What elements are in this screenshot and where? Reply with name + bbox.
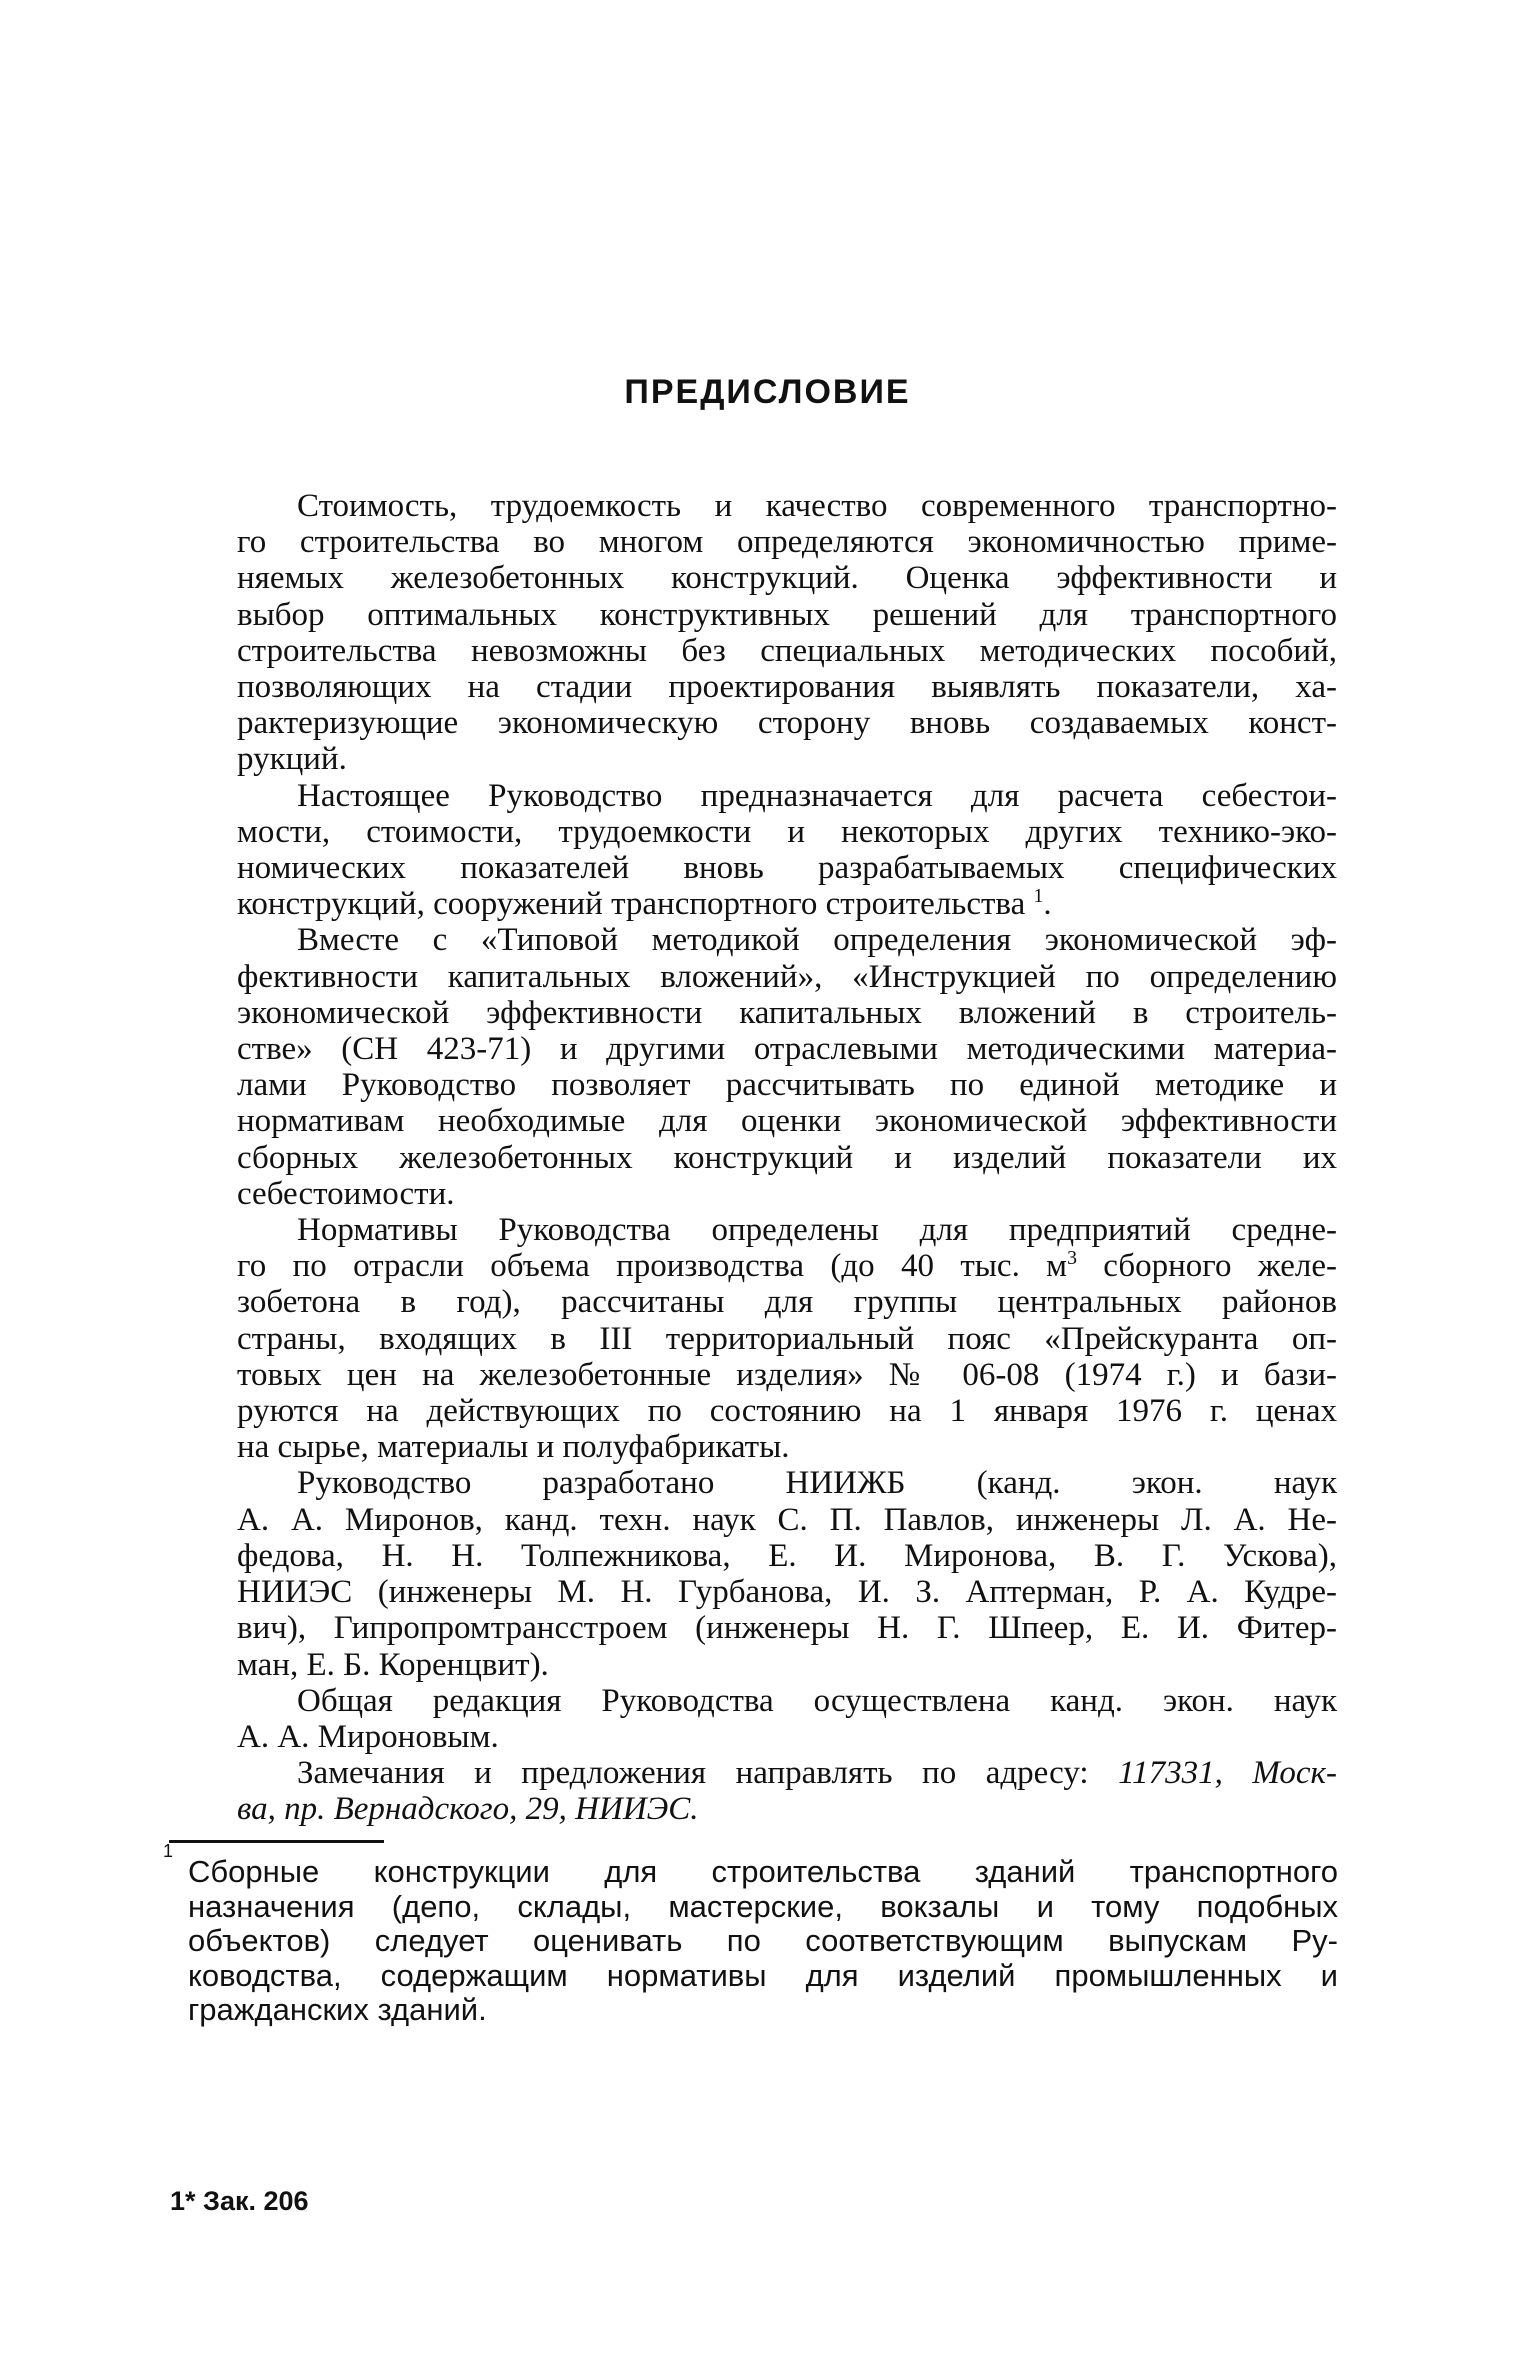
text-line: экономической эффективности капитальных вложений в строитель-: [237, 994, 1337, 1031]
text-line: НИИЭС (инженеры М. Н. Гурбанова, И. З. Аптерман, Р. А. Кудре-: [237, 1574, 1337, 1611]
text-line: нормативам необходимые для оценки экономической эффективности: [237, 1103, 1337, 1140]
paragraph-5: [237, 1465, 1337, 1682]
text-line: Настоящее Руководство предназначается для расчета себестои-: [297, 777, 1337, 814]
text-line-content: конструкций, сооружений транспортного строительства: [237, 886, 1026, 923]
text-line: сборных железобетонных конструкций и изделий показатели их: [237, 1139, 1337, 1176]
footnote-line: объектов) следует оценивать по соответствующим выпускам Ру-: [188, 1923, 1338, 1958]
footnote-reference[interactable]: 1: [1033, 885, 1044, 908]
footnote-separator: [169, 1840, 384, 1843]
text-line: выбор оптимальных конструктивных решений для транспортного: [237, 596, 1337, 633]
paragraph-1: [237, 488, 1337, 778]
text-line: Руководство разработано НИИЖБ (канд. экон. наук: [297, 1465, 1337, 1502]
text-line: Нормативы Руководства определены для предприятий средне-: [297, 1212, 1337, 1249]
text-line-end: .: [1043, 886, 1052, 923]
footnote-line: гражданских зданий.: [188, 1992, 487, 2027]
text-line: [237, 1755, 1337, 1791]
text-line: товых цен на железобетонные изделия» № 06-08 (1974 г.) и бази-: [237, 1356, 1337, 1393]
paragraph-2: [237, 778, 1337, 923]
text-line: мости, стоимости, трудоемкости и некоторых других технико-эко-: [237, 813, 1337, 850]
text-line: Вместе с «Типовой методикой определения экономической эф-: [297, 922, 1337, 959]
text-line: федова, Н. Н. Толпежникова, Е. И. Миронова, В. Г. Ускова),: [237, 1537, 1337, 1574]
footnote: 1 Сборные конструкции для строительства зданий транспортного назначения (депо, склады, мастерские, вокзалы и тому подобных объектов) следует оценивать по соответствующим выпускам Ру- ководства, содержащим нормативы для изделий промышленных и гражданских зданий.: [163, 1841, 1338, 2027]
address-text: 117331, Моск-: [1118, 1755, 1337, 1792]
text-line-end: сборного желе-: [1076, 1248, 1337, 1285]
footnote-body: [188, 1855, 1338, 2028]
text-line-content: Замечания и предложения направлять по адресу:: [297, 1755, 1119, 1792]
address-text: ва, пр. Вернадского, 29, НИИЭС.: [237, 1791, 699, 1828]
page-title: ПРЕДИСЛОВИЕ: [624, 373, 911, 411]
text-line: Общая редакция Руководства осуществлена канд. экон. наук: [297, 1682, 1337, 1719]
text-line: А. А. Миронов, канд. техн. наук С. П. Павлов, инженеры Л. А. Не-: [237, 1501, 1337, 1538]
text-line: руются на действующих по состоянию на 1 января 1976 г. ценах: [237, 1393, 1337, 1430]
text-line: Стоимость, трудоемкость и качество современного транспортно-: [297, 488, 1337, 524]
footnote-line: Сборные конструкции для строительства зданий транспортного: [188, 1854, 1338, 1889]
text-line: рактеризующие экономическую сторону вновь создаваемых конст-: [237, 705, 1337, 742]
text-line: строительства невозможны без специальных методических пособий,: [237, 632, 1337, 669]
paragraph-3: [237, 922, 1337, 1212]
paragraph-4: [237, 1212, 1337, 1465]
text-line: зобетона в год), рассчитаны для группы центральных районов: [237, 1284, 1337, 1321]
text-line: [237, 886, 1337, 922]
text-line: рукций.: [237, 741, 347, 778]
text-line: стве» (СН 423-71) и другими отраслевыми методическими материа-: [237, 1031, 1337, 1068]
text-line: на сырье, материалы и полуфабрикаты.: [237, 1429, 790, 1466]
footnote-line: назначения (депо, склады, мастерские, вокзалы и тому подобных: [188, 1888, 1338, 1924]
text-line: себестоимости.: [237, 1175, 455, 1212]
text-line: го строительства во многом определяются экономичностью приме-: [237, 524, 1337, 561]
text-line: страны, входящих в III территориальный пояс «Прейскуранта оп-: [237, 1320, 1337, 1357]
printer-imprint: 1* Зак. 206: [170, 2186, 309, 2216]
paragraph-6: [237, 1683, 1337, 1755]
text-line: ман, Е. Б. Коренцвит).: [237, 1646, 549, 1683]
text-line: вич), Гипропромтрансстроем (инженеры Н. Г. Шпеер, Е. И. Фитер-: [237, 1610, 1337, 1647]
text-line-content: го по отрасли объема производства (до 40 тыс. м: [237, 1248, 1068, 1285]
text-line: номических показателей вновь разрабатываемых специфических: [237, 850, 1337, 887]
text-line: А. А. Мироновым.: [237, 1718, 499, 1755]
text-line: позволяющих на стадии проектирования выявлять показатели, ха-: [237, 669, 1337, 706]
paragraph-7: [237, 1755, 1337, 1827]
footnote-line: ководства, содержащим нормативы для изделий промышленных и: [188, 1957, 1338, 1993]
text-line: лами Руководство позволяет рассчитывать по единой методике и: [237, 1067, 1337, 1104]
text-line: [237, 1248, 1337, 1284]
preface-body: [237, 488, 1337, 1828]
superscript-cube: 3: [1067, 1247, 1077, 1270]
text-line: фективности капитальных вложений», «Инструкцией по определению: [237, 958, 1337, 995]
text-line: няемых железобетонных конструкций. Оценка эффективности и: [237, 560, 1337, 597]
